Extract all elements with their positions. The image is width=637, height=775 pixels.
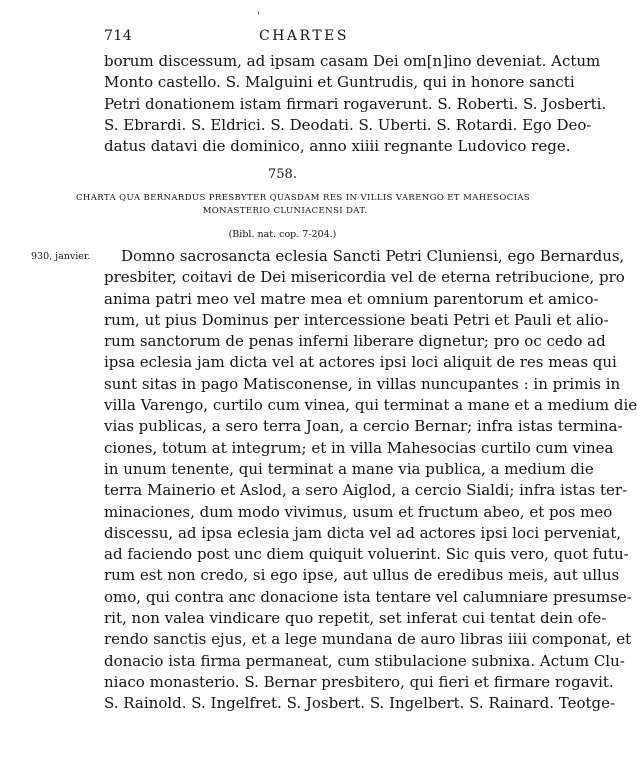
text-line: presbiter, coitavi de Dei misericordia vel de eterna retribucione, pro	[104, 268, 625, 287]
text-line: vias publicas, a sero terra Joan, a cercio Bernar; infra istas termina-	[104, 417, 623, 436]
text-line: Domno sacrosancta eclesia Sancti Petri Cluniensi, ego Bernardus,	[121, 247, 625, 265]
text-line: rum, ut pius Dominus per intercessione beati Petri et Pauli et alio-	[104, 310, 609, 329]
text-line: Monto castello. S. Malguini et Guntrudis, qui in honore sancti	[104, 73, 575, 92]
running-head	[104, 28, 504, 46]
charter-title-line: CHARTA QUA BERNARDUS PRESBYTER QUASDAM RES IN VILLIS VARENGO ET MAHESOCIAS	[76, 193, 531, 203]
text-line: anima patri meo vel matre mea et omnium parentorum et amico-	[104, 289, 599, 308]
text-line: S. Ebrardi. S. Eldrici. S. Deodati. S. Uberti. S. Rotardi. Ego Deo-	[104, 115, 592, 134]
text-line: Petri donationem istam firmari rogaverunt. S. Roberti. S. Josberti.	[104, 94, 607, 113]
text-line: rendo sanctis ejus, et a lege mundana de auro libras iiii componat, et	[104, 630, 632, 649]
running-title: CHARTES	[259, 28, 349, 44]
charter-text	[104, 246, 637, 715]
text-line: minaciones, dum modo vivimus, usum et fructum abeo, et pos meo	[104, 502, 613, 521]
text-line: villa Varengo, curtilo cum vinea, qui terminat a mane et a medium die	[104, 396, 637, 415]
text-line: discessu, ad ipsa eclesia jam dicta vel ad actores ipsi loci perveniat,	[104, 523, 622, 542]
text-line: sunt sitas in pago Matisconense, in villas nuncupantes : in primis in	[104, 374, 621, 393]
charter-title-line: MONASTERIO CLUNIACENSI DAT.	[202, 206, 368, 216]
page-number: 714	[104, 28, 133, 44]
margin-date: 930, janvier.	[31, 251, 91, 262]
text-line: ad faciendo post unc diem quiquit voluerint. Sic quis vero, quot futu-	[104, 545, 629, 564]
text-line: ciones, totum at integrum; et in villa Mahesocias curtilo cum vinea	[104, 438, 614, 457]
text-line: rit, non valea vindicare quo repetit, set inferat cui tentat dein ofe-	[104, 609, 607, 628]
text-line: terra Mainerio et Aslod, a sero Aiglod, a cercio Sialdi; infra istas ter-	[104, 481, 628, 500]
text-line: ipsa eclesia jam dicta vel at actores ipsi loci aliquit de res meas qui	[104, 353, 617, 372]
text-line: in unum tenente, qui terminat a mane via publica, a medium die	[104, 459, 594, 478]
text-line: omo, qui contra anc donacione ista tentare vel calumniare presumse-	[104, 587, 632, 606]
text-line: S. Rainold. S. Ingelfret. S. Josbert. S. Ingelbert. S. Rainard. Teotge-	[104, 694, 616, 713]
text-line: donacio ista firma permaneat, cum stibulacione subnixa. Actum Clu-	[104, 651, 625, 670]
charter-number: 758.	[268, 167, 297, 182]
source-reference: (Bibl. nat. cop. 7-204.)	[228, 229, 337, 240]
ink-mark: '	[257, 11, 260, 22]
text-line: rum est non credo, si ego ipse, aut ullus de eredibus meis, aut ullus	[104, 566, 620, 585]
text-line: niaco monasterio. S. Bernar presbitero, qui fieri et firmare rogavit.	[104, 672, 614, 691]
charter-title	[76, 192, 531, 218]
previous-charter-ending	[104, 51, 607, 157]
text-line: rum sanctorum de penas inferni liberare dignetur; pro oc cedo ad	[104, 332, 606, 351]
text-line: borum discessum, ad ipsam casam Dei om[n]ino deveniat. Actum	[104, 52, 601, 70]
text-line: datus datavi die dominico, anno xiiii regnante Ludovico rege.	[104, 137, 571, 156]
